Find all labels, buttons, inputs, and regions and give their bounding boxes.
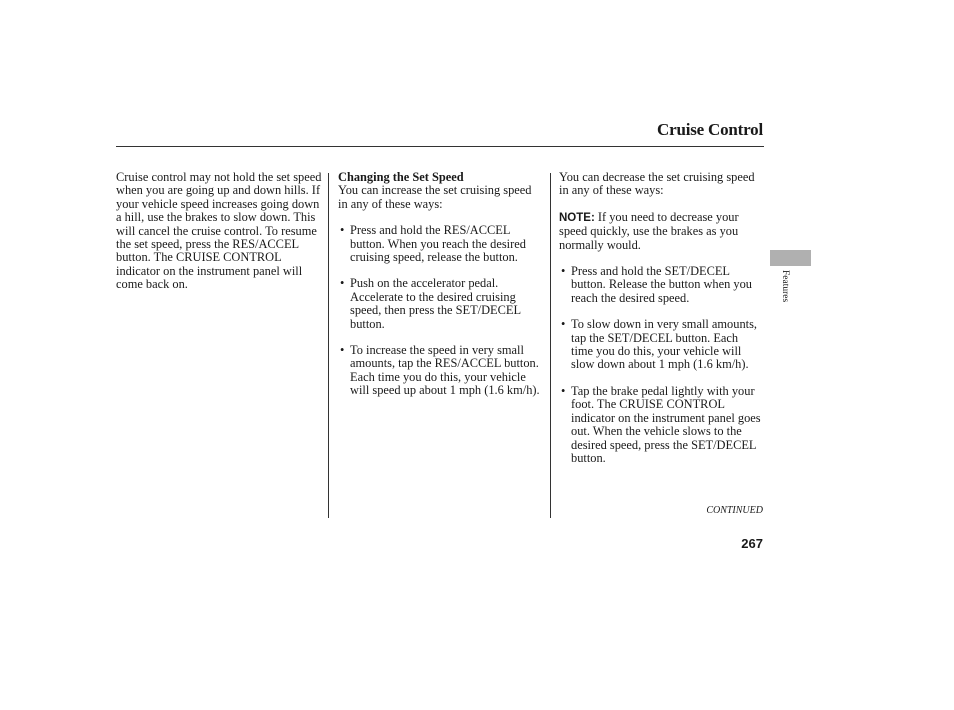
section-heading: Changing the Set Speed — [338, 170, 464, 184]
list-item: • Press and hold the RES/ACCEL button. When you reach the desired cruising speed, release the button. — [338, 224, 544, 264]
continued-label: CONTINUED — [706, 505, 763, 516]
cruise-hills-paragraph: Cruise control may not hold the set speed when you are going up and down hills. If your vehicle speed increases going down a hill, use the brakes to slow down. This will cancel the cruise control. To resume the set speed, press the RES/ACCEL button. The CRUISE CONTROL indicator on the instrument panel will come back on. — [116, 170, 322, 292]
section-tab — [770, 250, 811, 266]
section-label: Features — [780, 270, 790, 303]
column-divider-2 — [550, 173, 551, 518]
column-divider-1 — [328, 173, 329, 518]
list-item: • Push on the accelerator pedal. Accelerate to the desired cruising speed, then press the SET/DECEL button. — [338, 277, 544, 331]
column-2 — [338, 171, 544, 411]
note-label: NOTE: — [559, 211, 595, 224]
page-title: Cruise Control — [657, 120, 763, 139]
decrease-bullet-list — [559, 265, 763, 465]
decrease-intro: You can decrease the set cruising speed in any of these ways: — [559, 170, 755, 198]
note-text: If you need to decrease your speed quickly, use the brakes as you normally would. — [559, 209, 739, 252]
column-1 — [116, 171, 324, 292]
header-rule — [116, 146, 764, 147]
column-3 — [559, 171, 763, 478]
list-item: • Tap the brake pedal lightly with your foot. The CRUISE CONTROL indicator on the instrument panel goes out. When the vehicle slows to the desired speed, press the SET/DECEL button. — [559, 385, 763, 465]
page-number: 267 — [741, 536, 763, 551]
increase-bullet-list — [338, 224, 544, 397]
increase-intro: You can increase the set cruising speed in any of these ways: — [338, 183, 532, 211]
note-paragraph — [559, 211, 763, 252]
list-item: • Press and hold the SET/DECEL button. Release the button when you reach the desired speed. — [559, 265, 763, 305]
list-item: • To increase the speed in very small amounts, tap the RES/ACCEL button. Each time you do this, your vehicle will speed up about 1 mph (1.6 km/h). — [338, 344, 544, 398]
list-item: • To slow down in very small amounts, tap the SET/DECEL button. Each time you do this, your vehicle will slow down about 1 mph (1.6 km/h). — [559, 318, 763, 372]
